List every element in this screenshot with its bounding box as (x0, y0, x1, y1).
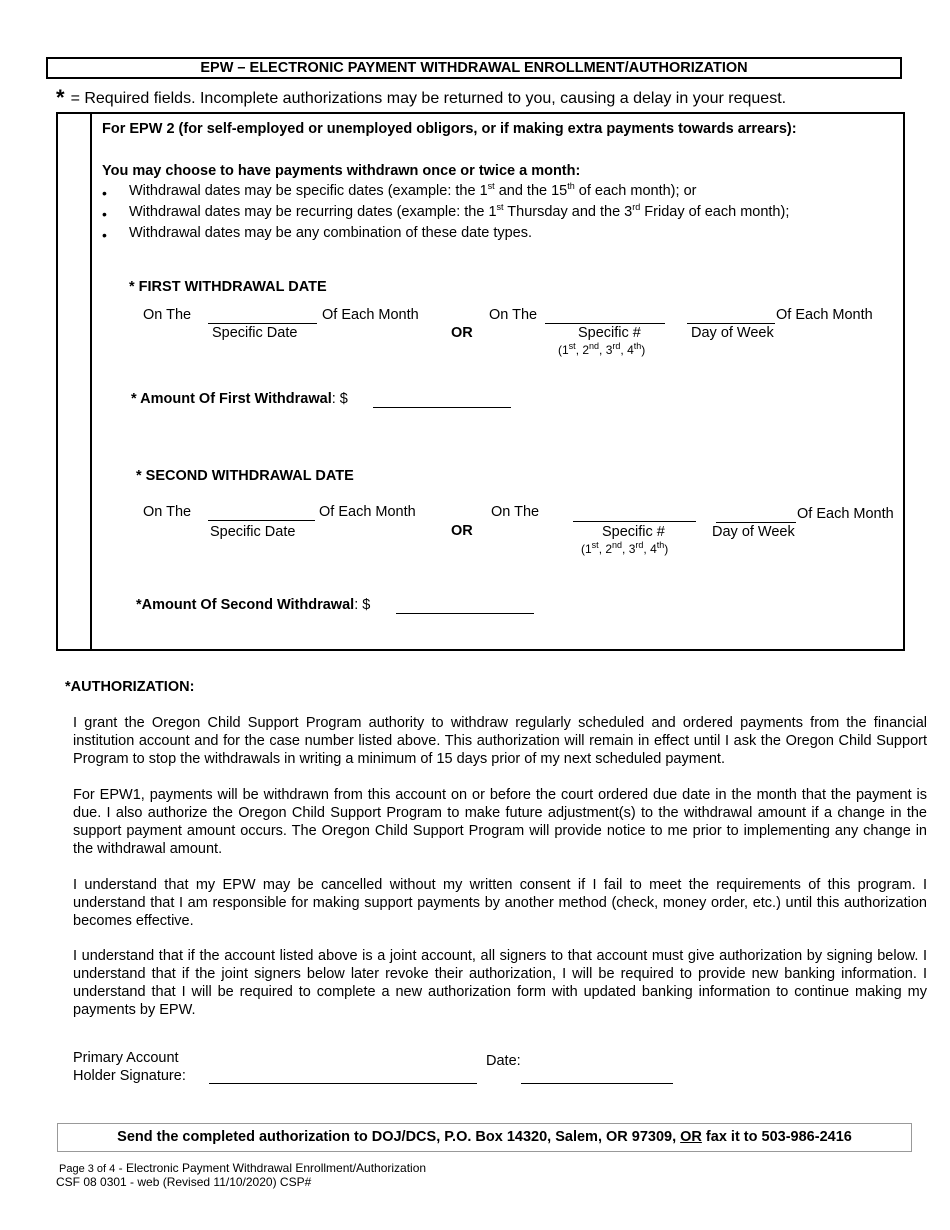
second-ordinals: (1st, 2nd, 3rd, 4th) (581, 540, 669, 556)
second-amount-field[interactable] (396, 613, 534, 614)
second-day-of-week-field[interactable] (716, 522, 796, 523)
second-specific-date-field[interactable] (208, 520, 315, 521)
date-label: Date: (486, 1053, 521, 1069)
first-withdrawal-heading: * FIRST WITHDRAWAL DATE (129, 279, 327, 295)
bullet-3: • (102, 227, 107, 243)
first-or: OR (451, 325, 473, 341)
bullet-1: • (102, 185, 107, 201)
bullet-1-text: Withdrawal dates may be specific dates (example: the 1st and the 15th of each month); or (129, 181, 697, 199)
first-specific-date-field[interactable] (208, 323, 317, 324)
second-specific-date-label: Specific Date (210, 524, 296, 540)
form-title: EPW – ELECTRONIC PAYMENT WITHDRAWAL ENROLLMENT/AUTHORIZATION (46, 57, 902, 79)
bullet-2-text: Withdrawal dates may be recurring dates (example: the 1st Thursday and the 3rd Friday of each month); (129, 202, 790, 220)
required-note-text: = Required fields. Incomplete authorizations may be returned to you, causing a delay in your request. (70, 90, 787, 107)
second-on-the-1: On The (143, 504, 192, 520)
second-withdrawal-heading: * SECOND WITHDRAWAL DATE (136, 468, 354, 484)
second-specific-num-field[interactable] (573, 521, 696, 522)
first-day-of-week-field[interactable] (687, 323, 775, 324)
form-number: CSF 08 0301 - web (Revised 11/10/2020) CSP# (56, 1175, 312, 1189)
second-of-each-month-1: Of Each Month (319, 504, 416, 520)
authorization-paragraph-3: I understand that my EPW may be cancelled without my written consent if I fail to meet the requirements of this program. I understand that I am responsible for making support payments by another method (check, money order, etc.) until this authorization becomes effective. (73, 877, 927, 929)
authorization-paragraph-2: For EPW1, payments will be withdrawn from this account on or before the court ordered due date in the month that the payment is due. I also authorize the Oregon Child Support Program to make future adjustment(s) to the withdrawal amount if a change in the support payment amount occurs. The Oregon Child Support Program will provide notice to me prior to implementing any change in the withdrawal amount. (73, 787, 927, 857)
page-footer: Page 3 of 4 - Electronic Payment Withdrawal Enrollment/Authorization (59, 1161, 427, 1175)
first-of-each-month-1: Of Each Month (322, 307, 419, 323)
authorization-paragraph-1: I grant the Oregon Child Support Program authority to withdraw regularly scheduled and ordered payments from the financial institution account and for the case number listed above. This authorization will remain in effect until I ask the Oregon Child Support Program to stop the withdrawals in writing a minimum of 15 days prior of my next scheduled payment. (73, 715, 927, 767)
epw2-choose-text: You may choose to have payments withdrawn once or twice a month: (102, 163, 581, 179)
second-specific-num-label: Specific # (602, 524, 665, 540)
bullet-2: • (102, 206, 107, 222)
send-instructions: Send the completed authorization to DOJ/DCS, P.O. Box 14320, Salem, OR 97309, OR fax it to 503-986-2416 (57, 1123, 912, 1152)
second-on-the-2: On The (491, 504, 540, 520)
second-day-of-week-label: Day of Week (712, 524, 795, 540)
second-of-each-month-2: Of Each Month (797, 506, 894, 522)
first-specific-num-field[interactable] (545, 323, 665, 324)
second-or: OR (451, 523, 473, 539)
first-specific-num-label: Specific # (578, 325, 641, 341)
epw2-section-rule (90, 112, 92, 651)
bullet-3-text: Withdrawal dates may be any combination of these date types. (129, 225, 532, 241)
first-on-the-2: On The (489, 307, 538, 323)
first-specific-date-label: Specific Date (212, 325, 298, 341)
signature-label: Primary Account Holder Signature: (73, 1050, 186, 1084)
second-amount-label: *Amount Of Second Withdrawal: $ (136, 597, 371, 613)
date-field[interactable] (521, 1083, 673, 1084)
first-on-the-1: On The (143, 307, 192, 323)
signature-field[interactable] (209, 1083, 477, 1084)
first-day-of-week-label: Day of Week (691, 325, 774, 341)
epw2-heading: For EPW 2 (for self-employed or unemployed obligors, or if making extra payments towards arrears): (102, 121, 797, 137)
authorization-paragraph-4: I understand that if the account listed above is a joint account, all signers to that account must give authorization by signing below. I understand that if the joint signers below later revoke their authorization, I will be required to provide new banking information. I understand that I will be required to complete a new authorization form with updated banking information to continue making my payments by EPW. (73, 948, 927, 1018)
required-star: * (56, 85, 65, 110)
first-of-each-month-2: Of Each Month (776, 307, 873, 323)
first-amount-label: * Amount Of First Withdrawal: $ (131, 391, 348, 407)
first-amount-field[interactable] (373, 407, 511, 408)
required-note (56, 85, 786, 111)
authorization-heading: *AUTHORIZATION: (65, 679, 195, 695)
first-ordinals: (1st, 2nd, 3rd, 4th) (558, 341, 646, 357)
